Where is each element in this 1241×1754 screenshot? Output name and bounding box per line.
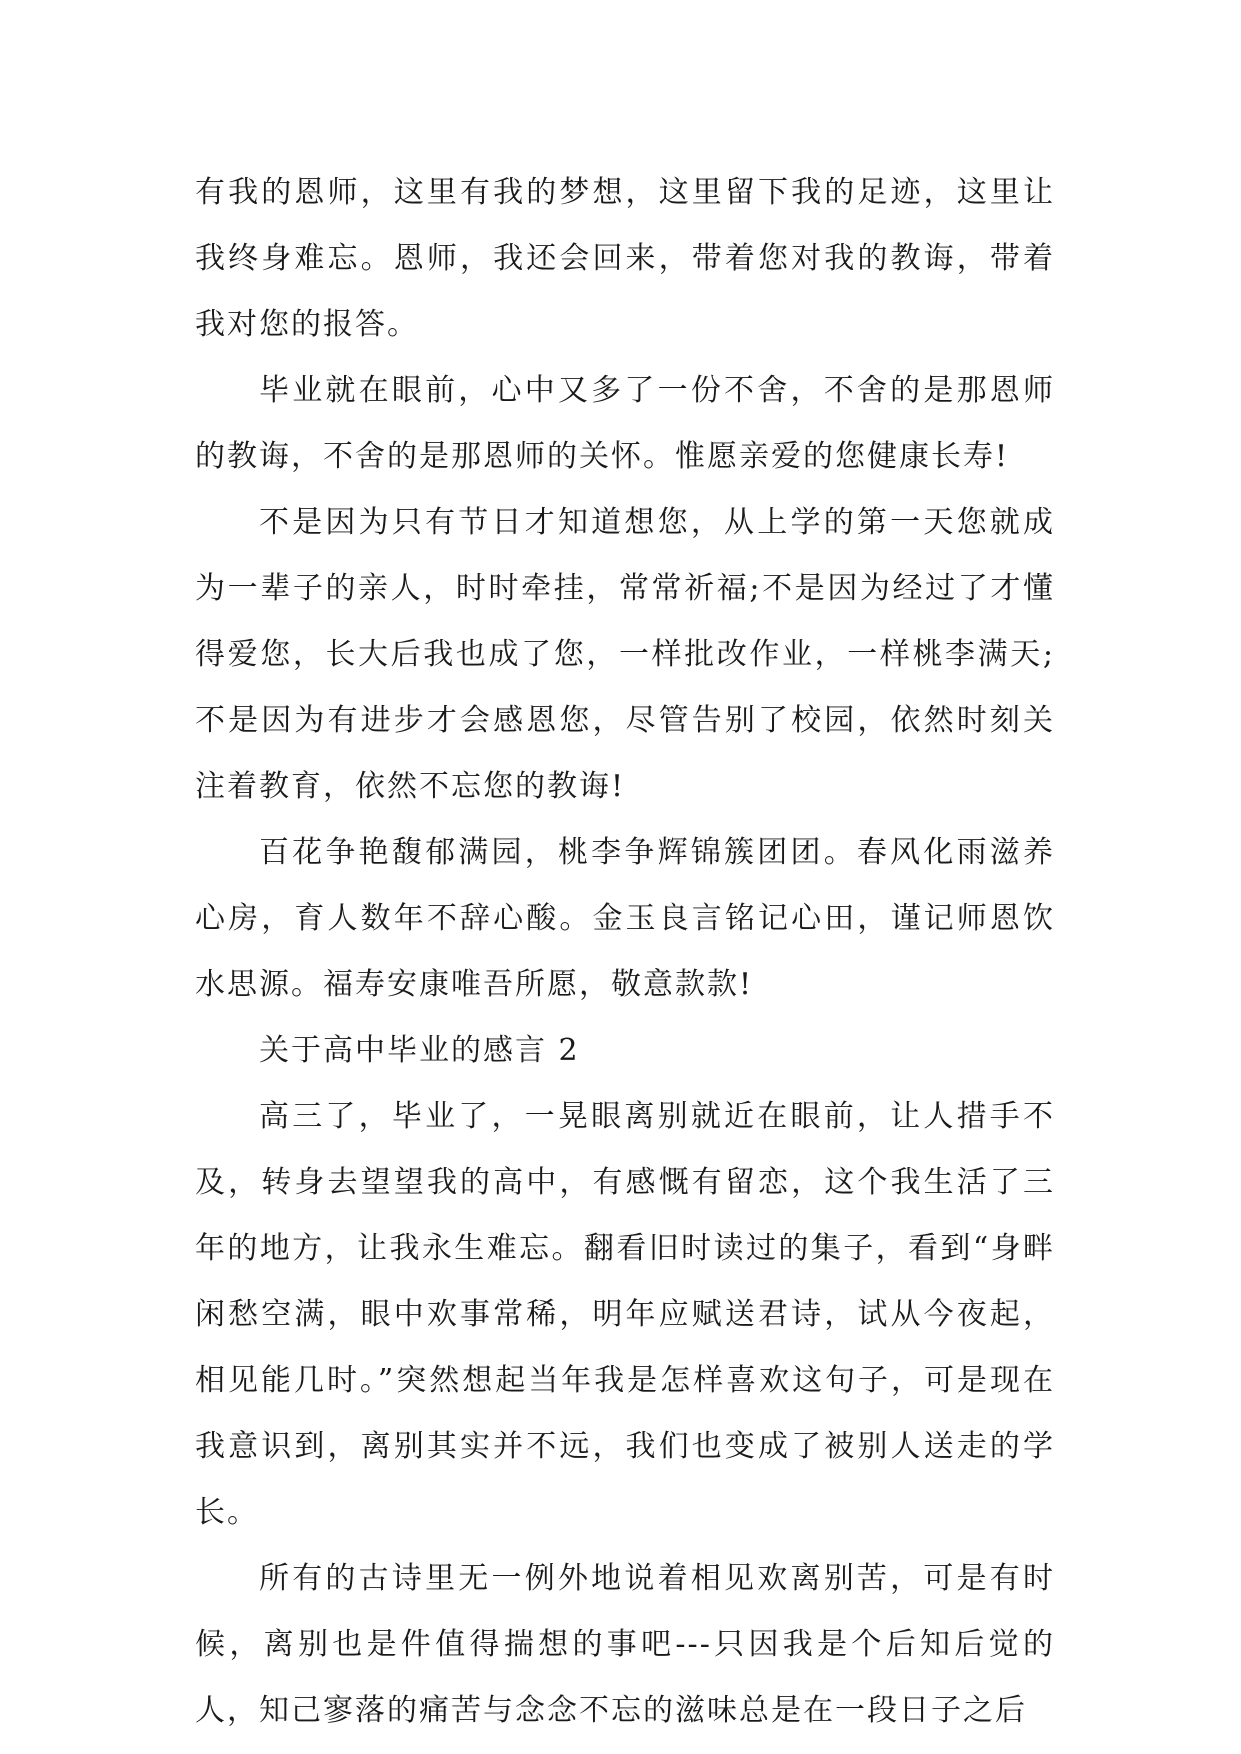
document-body bbox=[195, 160, 1055, 1744]
paragraph-4: 百花争艳馥郁满园，桃李争辉锦簇团团。春风化雨滋养心房，育人数年不辞心酸。金玉良言铭记心田，谨记师恩饮水思源。福寿安康唯吾所愿，敬意款款! bbox=[195, 835, 1055, 1002]
paragraph-5: 高三了，毕业了，一晃眼离别就近在眼前，让人措手不及，转身去望望我的高中，有感慨有留恋，这个我生活了三年的地方，让我永生难忘。翻看旧时读过的集子，看到“身畔闲愁空满，眼中欢事常稀，明年应赋送君诗，试从今夜起，相见能几时。”突然想起当年我是怎样喜欢这句子，可是现在我意识到，离别其实并不远，我们也变成了被别人送走的学长。 bbox=[195, 1099, 1055, 1530]
paragraph-2: 毕业就在眼前，心中又多了一份不舍，不舍的是那恩师的教诲，不舍的是那恩师的关怀。惟愿亲爱的您健康长寿! bbox=[195, 373, 1055, 474]
paragraph-3: 不是因为只有节日才知道想您，从上学的第一天您就成为一辈子的亲人，时时牵挂，常常祈福;不是因为经过了才懂得爱您，长大后我也成了您，一样批改作业，一样桃李满天;不是因为有进步才会感恩您，尽管告别了校园，依然时刻关注着教育，依然不忘您的教诲! bbox=[195, 505, 1055, 804]
paragraph-1: 有我的恩师，这里有我的梦想，这里留下我的足迹，这里让我终身难忘。恩师，我还会回来，带着您对我的教诲，带着我对您的报答。 bbox=[195, 175, 1055, 342]
paragraph-6: 所有的古诗里无一例外地说着相见欢离别苦，可是有时候，离别也是件值得揣想的事吧---只因我是个后知后觉的人，知己寥落的痛苦与念念不忘的滋味总是在一段日子之后 bbox=[195, 1561, 1055, 1728]
section-heading: 关于高中毕业的感言 2 bbox=[259, 1033, 580, 1068]
